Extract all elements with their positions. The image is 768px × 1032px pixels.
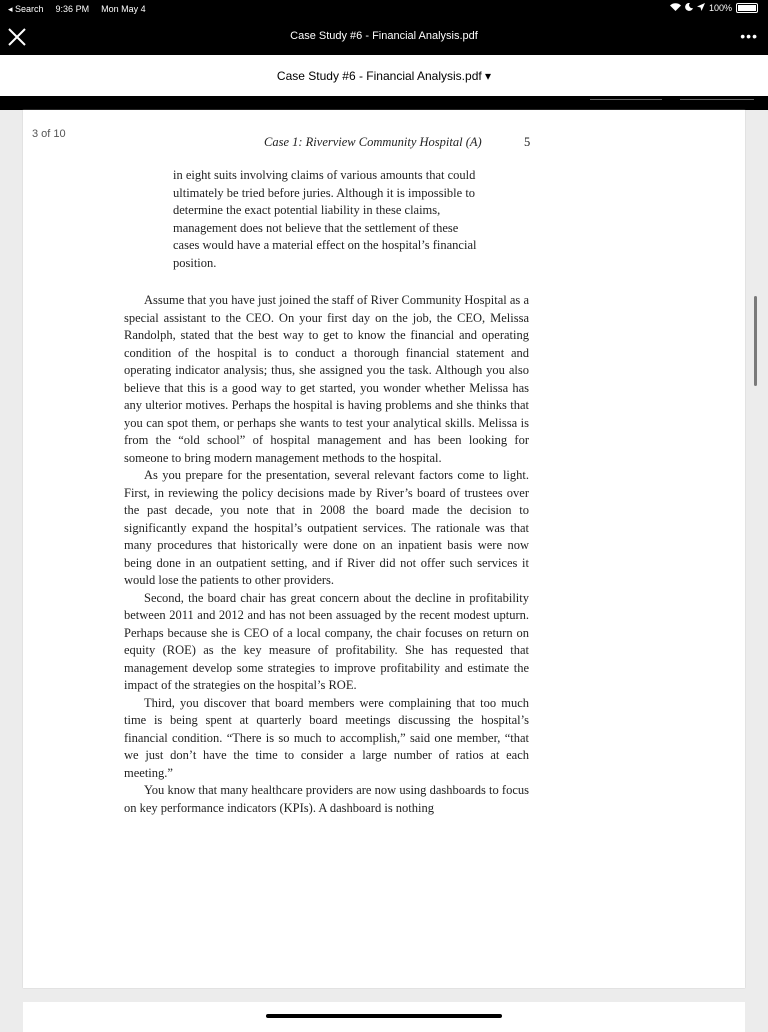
scrollbar[interactable] xyxy=(754,296,757,386)
pdf-page[interactable] xyxy=(23,110,745,988)
status-time: 9:36 PM xyxy=(55,4,90,14)
page-number: 5 xyxy=(524,135,531,149)
paragraph: Second, the board chair has great concern about the decline in profitability between 2011 and 2012 and has not been assuaged by the recent modest upturn. Perhaps because she is CEO of a local company, the chair focuses on return on equity (ROE) as the key measure of profitability. She has requested that management develop some strategies to improve profitability and estimate the impact of the strategies on the hospital’s ROE. xyxy=(124,590,529,692)
page-indicator: 3 of 10 xyxy=(32,128,66,140)
document-name-dropdown[interactable] xyxy=(0,69,768,83)
document-header xyxy=(0,55,768,97)
toolbar-divider xyxy=(590,99,662,100)
battery-percent: 100% xyxy=(708,3,732,13)
battery-icon xyxy=(736,3,758,13)
toolbar-divider xyxy=(680,99,754,100)
window-title: Case Study #6 - Financial Analysis.pdf xyxy=(290,30,478,42)
running-head: Case 1: Riverview Community Hospital (A) xyxy=(264,135,482,149)
paragraph: Assume that you have just joined the staff of River Community Hospital as a special assistant to the CEO. On your first day on the job, the CEO, Melissa Randolph, stated that the best way to get to know the financial and operating condition of the hospital is to conduct a thorough financial statement and operating indicator analysis; thus, she assigned you the task. Although you also believe that this is a good way to get started, you wonder whether Melissa has any ulterior motives. Perhaps the hospital is having problems and she thinks that you can spot them, or perhaps she wants to test your analytical skills. Melissa is from the “old school” of hospital management and has been looking for someone to bring modern management methods to the hospital. xyxy=(124,293,529,465)
block-quote: in eight suits involving claims of various amounts that could ultimately be tried before juries. Although it is impossible to determine the exact potential liability in these claims, management does not believe that the settlement of these cases would have a material effect on the hospital’s financial position. xyxy=(173,168,477,270)
moon-icon xyxy=(685,3,693,13)
title-bar xyxy=(0,18,768,55)
body-text xyxy=(124,292,529,817)
location-icon xyxy=(697,3,705,13)
status-date: Mon May 4 xyxy=(101,4,146,14)
paragraph: As you prepare for the presentation, several relevant factors come to light. First, in reviewing the policy decisions made by River’s board of trustees over the past decade, you note that in 2008 the board made the decision to significantly expand the hospital’s outpatient services. The rationale was that many procedures that historically were done on an inpatient basis were now being done in an outpatient setting, and if River did not offer such services it would lose the patients to other providers. xyxy=(124,468,529,587)
more-options-button[interactable]: ••• xyxy=(740,28,758,44)
back-to-search-link[interactable]: ◂ Search xyxy=(8,4,44,14)
toolbar-strip xyxy=(0,96,768,110)
paragraph: You know that many healthcare providers are now using dashboards to focus on key performance indicators (KPIs). A dashboard is nothing xyxy=(124,783,529,815)
document-name: Case Study #6 - Financial Analysis.pdf xyxy=(276,69,482,83)
paragraph: Third, you discover that board members were complaining that too much time is being spent at quarterly board meetings discussing the hospital’s financial condition. “There is so much to accomplish,” said one member, “that we just don’t have the time to consider a large number of ratios at each meeting.” xyxy=(124,695,529,780)
chevron-down-icon: ▾ xyxy=(485,69,492,83)
status-bar xyxy=(0,0,768,18)
home-indicator[interactable] xyxy=(266,1014,502,1018)
wifi-icon xyxy=(670,3,681,13)
